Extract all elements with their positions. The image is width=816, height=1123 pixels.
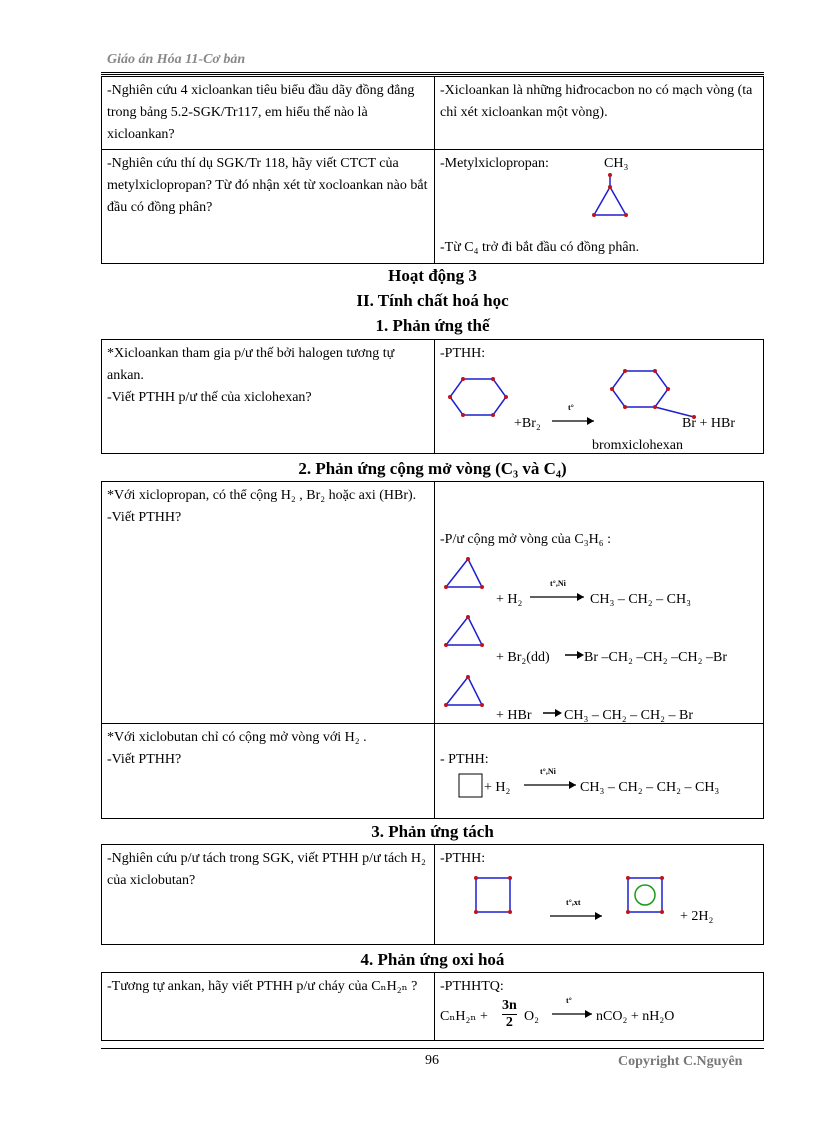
table-addition	[101, 481, 764, 819]
answer-cell	[435, 724, 764, 819]
product-name: bromxiclohexan	[592, 438, 683, 453]
table-row	[102, 845, 764, 945]
cyclopropane-icon	[444, 675, 484, 709]
cyclohexane-icon	[448, 377, 508, 417]
product-label: Br + HBr	[682, 416, 736, 431]
answer-cell	[435, 340, 764, 454]
table-substitution	[101, 339, 764, 454]
table-row	[102, 150, 764, 264]
answer-label: -PTHHTQ:	[440, 979, 504, 994]
question-cell: -Nghiên cứu thí dụ SGK/Tr 118, hãy viết CTCT của metylxiclopropan? Từ đó nhận xét từ xocloankan nào bắt đầu có đồng phân?	[102, 150, 435, 264]
answer-label: -P/ư cộng mở vòng của C₃H₆ :	[440, 532, 611, 547]
reagent-label: +Br₂	[514, 416, 541, 431]
question-cell	[102, 724, 435, 819]
answer-cell	[435, 845, 764, 945]
cyclopropane-icon	[444, 615, 484, 649]
question-cell: -Nghiên cứu 4 xicloankan tiêu biểu đầu dãy đồng đẳng trong bảng 5.2-SGK/Tr117, em hiểu thế nào là xicloankan?	[102, 77, 435, 150]
answer-cell	[435, 482, 764, 724]
eq3-product: CH₃ – CH₂ – CH₂ – Br	[564, 708, 693, 723]
eq4-condition: t°,Ni	[540, 767, 556, 776]
section-heading-1: 1. Phản ứng thế	[375, 316, 490, 335]
section-heading-4: 4. Phản ứng oxi hoá	[360, 950, 505, 969]
page-number: 96	[425, 1053, 439, 1068]
table-row	[102, 973, 764, 1041]
condition-label: t°	[566, 996, 572, 1005]
question-line: *Với xiclopropan, có thể cộng H₂ , Br₂ hoặc axi (HBr).	[107, 488, 417, 503]
table-definitions	[101, 76, 764, 264]
section-heading-2: 2. Phản ứng cộng mở vòng (C₃ và C₄)	[298, 459, 567, 478]
eq3-reagent: + HBr	[496, 708, 532, 723]
eq4-product: CH₃ – CH₂ – CH₂ – CH₃	[580, 780, 720, 795]
equation-lhs: CₙH₂ₙ +	[440, 1009, 488, 1024]
document-header: Giáo án Hóa 11-Cơ bản	[107, 52, 246, 67]
answer-label: -Metylxiclopropan:	[440, 156, 549, 171]
question-cell: -Nghiên cứu p/ư tách trong SGK, viết PTHH p/ư tách H₂ của xiclobutan?	[102, 845, 435, 945]
eq2-product: Br –CH₂ –CH₂ –CH₂ –Br	[584, 650, 727, 665]
question-cell	[102, 482, 435, 724]
question-line: -Viết PTHH?	[107, 510, 182, 525]
footer-rule	[101, 1048, 764, 1049]
reaction-arrow-icon	[550, 409, 598, 429]
eq4-reagent: + H₂	[484, 780, 511, 795]
reaction-arrow-icon	[542, 701, 564, 721]
question-cell	[102, 340, 435, 454]
table-row	[102, 77, 764, 150]
oxygen-label: O₂	[524, 1009, 539, 1024]
cyclobutane-icon	[474, 876, 514, 916]
condition-label: t°	[568, 403, 574, 412]
copyright: Copyright C.Nguyên	[618, 1054, 743, 1069]
reaction-arrow-icon	[550, 1002, 596, 1022]
eq1-reagent: + H₂	[496, 592, 523, 607]
methyl-label: CH₃	[604, 156, 629, 171]
question-line: -Viết PTHH p/ư thế của xiclohexan?	[107, 390, 312, 405]
table-elimination	[101, 844, 764, 945]
methylcyclopropane-icon	[590, 171, 640, 221]
table-row	[102, 724, 764, 819]
question-line: *Với xiclobutan chỉ có cộng mở vòng với H₂ .	[107, 730, 367, 745]
question-line: *Xicloankan tham gia p/ư thế bởi halogen tương tự ankan.	[107, 346, 395, 383]
condition-label: t°,xt	[566, 898, 581, 907]
coefficient-fraction	[502, 998, 517, 1031]
cyclobutane-icon	[458, 773, 484, 799]
product-label: + 2H₂	[680, 909, 714, 924]
table-row	[102, 340, 764, 454]
equation-rhs: nCO₂ + nH₂O	[596, 1009, 675, 1024]
part-heading: II. Tính chất hoá học	[356, 291, 509, 310]
answer-cell	[435, 150, 764, 264]
table-row	[102, 482, 764, 724]
cyclobutadiene-icon	[626, 876, 666, 916]
answer-cell: -Xicloankan là những hiđrocacbon no có mạch vòng (ta chỉ xét xicloankan một vòng).	[435, 77, 764, 150]
cyclopropane-icon	[444, 557, 484, 591]
answer-label: -PTHH:	[440, 346, 486, 361]
section-heading-3: 3. Phản ứng tách	[371, 822, 494, 841]
eq1-condition: t°,Ni	[550, 579, 566, 588]
answer-cell	[435, 973, 764, 1041]
table-oxidation	[101, 972, 764, 1041]
header-rule	[101, 72, 764, 75]
fraction-numerator: 3n	[502, 998, 517, 1013]
isomer-note: -Từ C₄ trở đi bắt đầu có đồng phân.	[440, 240, 640, 255]
reaction-arrow-icon	[564, 643, 586, 663]
eq2-reagent: + Br₂(dd)	[496, 650, 550, 665]
question-line: -Viết PTHH?	[107, 752, 182, 767]
question-cell: -Tương tự ankan, hãy viết PTHH p/ư cháy của CₙH₂ₙ ?	[102, 973, 435, 1041]
answer-label: -PTHH:	[440, 851, 486, 866]
eq1-product: CH₃ – CH₂ – CH₃	[590, 592, 691, 607]
activity-heading: Hoạt động 3	[388, 266, 477, 285]
answer-label: - PTHH:	[440, 752, 489, 767]
fraction-denominator: 2	[505, 1015, 513, 1030]
